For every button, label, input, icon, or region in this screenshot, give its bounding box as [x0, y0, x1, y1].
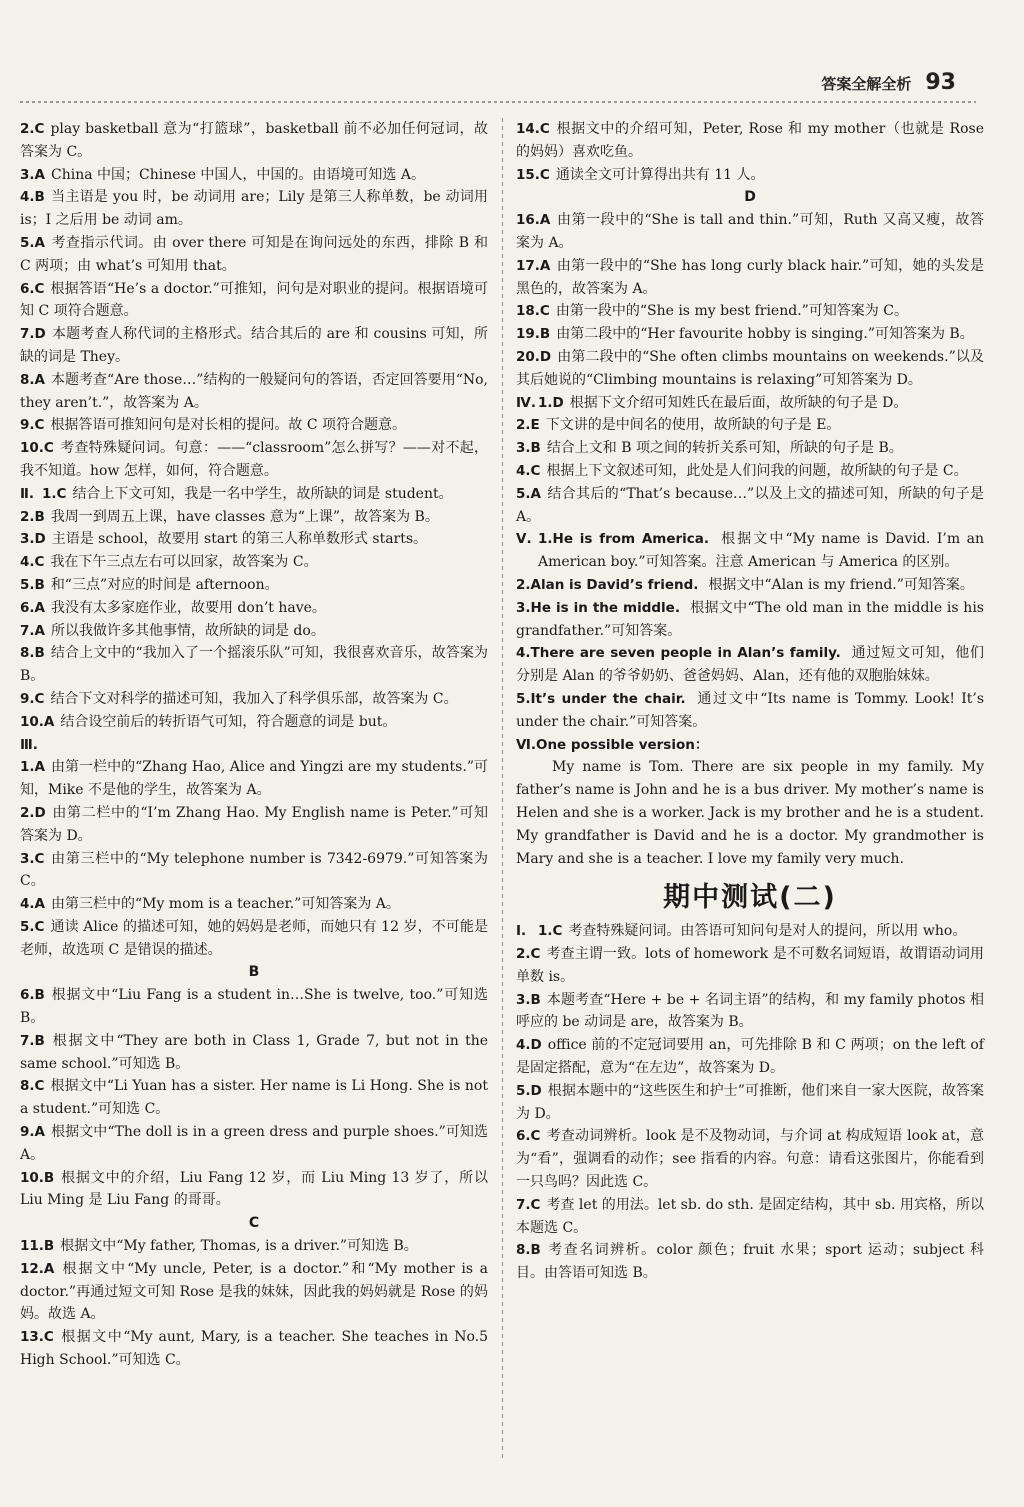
answer-explanation: 由第三栏中的“My mom is a teacher.”可知答案为 A。 — [50, 896, 400, 913]
answer-number: 8.C — [20, 1078, 45, 1095]
answer-number: 10.A — [20, 713, 55, 730]
answer-number: 8.B — [516, 1242, 541, 1259]
answer-item — [20, 232, 488, 278]
answer-item — [20, 414, 488, 437]
answer-item — [20, 323, 488, 369]
answer-item — [516, 597, 984, 643]
answer-number: 20.D — [516, 348, 552, 365]
answer-number: 2.C — [516, 946, 541, 963]
answer-number: 1.D — [538, 394, 564, 411]
answer-explanation: 考查特殊疑问词。句意：——“classroom”怎么拼写？——对不起，我不知道。how 怎样，如何，符合题意。 — [20, 440, 488, 479]
section-3-answers — [20, 756, 488, 961]
answer-item — [516, 943, 984, 989]
answer-item — [516, 255, 984, 301]
answer-sentence: It’s under the chair. — [530, 690, 686, 707]
answer-item — [516, 414, 984, 437]
answer-item — [20, 1030, 488, 1076]
answer-number: 19.B — [516, 326, 551, 343]
test-section-1-answers — [516, 920, 984, 1285]
answer-explanation: 由第二段中的“Her favourite hobby is singing.”可知答案为 B。 — [556, 326, 974, 343]
answer-number: 2.B — [20, 508, 45, 525]
answer-sentence: He is in the middle. — [530, 599, 680, 616]
answer-number: 8.B — [20, 645, 45, 662]
answer-number: 11.B — [20, 1238, 55, 1255]
answer-explanation: 根据文中“Liu Fang is a student in…She is twelve, too.”可知选 B。 — [20, 987, 488, 1027]
answer-item — [20, 437, 488, 483]
answer-number: 4.D — [516, 1037, 542, 1054]
answer-number: 12.A — [20, 1260, 55, 1277]
answer-item — [516, 323, 984, 346]
answer-number: 18.C — [516, 303, 550, 320]
left-column — [20, 118, 488, 1372]
answer-explanation: 根据文中“My aunt, Mary, is a teacher. She teaches in No.5 High School.”可知选 C。 — [20, 1329, 488, 1369]
answer-explanation: 考查特殊疑问词。由答语可知问句是对人的提问，所以用 who。 — [568, 923, 967, 940]
answer-explanation: 考查 let 的用法。let sb. do sth. 是固定结构，其中 sb. 用宾格，所以本题选 C。 — [516, 1196, 984, 1236]
answer-item — [516, 989, 984, 1035]
answer-explanation: play basketball 意为“打篮球”，basketball 前不必加任何冠词，故答案为 C。 — [20, 121, 488, 160]
answer-explanation: 由第三栏中的“My telephone number is 7342-6979.”可知答案为 C。 — [20, 850, 488, 890]
answer-explanation: 由第一段中的“She is my best friend.”可知答案为 C。 — [555, 303, 908, 320]
answer-item — [20, 1235, 488, 1258]
answer-explanation: 根据文中“My father, Thomas, is a driver.”可知选 B。 — [60, 1238, 418, 1255]
part-c-answers-continued — [516, 118, 984, 186]
answer-number: 2.C — [20, 121, 45, 137]
answer-item — [516, 1194, 984, 1240]
answer-item — [20, 186, 488, 232]
answer-explanation: 结合上文和 B 项之间的转折关系可知，所缺的句子是 B。 — [546, 440, 903, 457]
answer-explanation: 根据文中“Li Yuan has a sister. Her name is Li Hong. She is not a student.”可知选 C。 — [20, 1078, 488, 1118]
answer-explanation: 结合设空前后的转折语气可知，符合题意的词是 but。 — [60, 713, 397, 730]
answer-number: 9.C — [20, 417, 45, 434]
answer-item — [516, 483, 984, 529]
section-6-heading: Ⅵ.One possible version： — [516, 736, 709, 753]
answer-explanation: 通读 Alice 的描述可知，她的妈妈是老师，而她只有 12 岁，不可能是老师，故选项 C 是错误的描述。 — [20, 918, 488, 958]
section-2-heading: Ⅱ. — [20, 485, 35, 502]
answer-explanation: 通读全文可计算得出共有 11 人。 — [555, 166, 765, 183]
answer-explanation: 根据文中“My uncle, Peter, is a doctor.”和“My mother is a doctor.”再通过短文可知 Rose 是我的妹妹，因此我的妈妈就是 Rose 的妈妈。故选 A。 — [20, 1260, 488, 1323]
answer-item — [20, 756, 488, 802]
section-1-answers — [20, 118, 488, 483]
section-6-label: One possible version： — [535, 736, 709, 753]
answer-number: 2. — [516, 576, 531, 593]
answer-item — [20, 688, 488, 711]
answer-number: 5.C — [20, 918, 45, 935]
answer-item — [20, 916, 488, 962]
answer-number: 10.C — [20, 440, 54, 457]
answer-number: 7.C — [516, 1196, 541, 1213]
answer-number: 7.A — [20, 622, 45, 639]
answer-explanation: 我在下午三点左右可以回家，故答案为 C。 — [50, 554, 318, 571]
answer-explanation: 当主语是 you 时，be 动词用 are；Lily 是第三人称单数，be 动词用 is；I 之后用 be 动词 am。 — [20, 189, 488, 229]
answer-explanation: 根据下文介绍可知姓氏在最后面，故所缺的句子是 D。 — [569, 394, 908, 411]
answer-sentence: There are seven people in Alan’s family. — [530, 645, 841, 662]
section-5-heading: Ⅴ. — [516, 531, 532, 548]
answer-number: 4. — [516, 645, 531, 662]
column-divider — [502, 118, 503, 1462]
answer-number: 7.B — [20, 1032, 45, 1049]
right-column — [516, 118, 984, 1285]
test-title: 期中测试(二) — [663, 882, 837, 914]
answer-number: 3.A — [20, 166, 45, 183]
answer-item — [20, 893, 488, 916]
answer-explanation: 由第一栏中的“Zhang Hao, Alice and Yingzi are my students.”可知，Mike 不是他的学生，故答案为 A。 — [20, 759, 488, 799]
answer-explanation: 本题考查“Here + be + 名词主语”的结构，和 my family photos 相呼应的 be 动词是 are，故答案为 B。 — [516, 991, 984, 1031]
header-title: 答案全解全析 — [821, 75, 912, 93]
answer-number: 6.C — [20, 280, 45, 297]
answer-explanation: 根据文中“My name is David. I’m an American boy.”可知答案。注意 American 与 America 的区别。 — [538, 531, 984, 571]
answer-explanation: 根据答语可推知问句是对长相的提问。故 C 项符合题意。 — [50, 417, 407, 434]
answer-item — [20, 506, 488, 529]
section-4-answers — [516, 392, 984, 529]
answer-explanation: 由第二段中的“She often climbs mountains on weekends.”以及其后她说的“Climbing mountains is relaxing”可知答案为 D。 — [516, 348, 984, 388]
answer-number: 14.C — [516, 121, 550, 137]
part-b-answers — [20, 984, 488, 1212]
answer-item — [516, 1239, 984, 1285]
answer-explanation: 我周一到周五上课，have classes 意为“上课”，故答案为 B。 — [50, 508, 439, 525]
answer-item — [516, 528, 984, 574]
answer-number: 3.B — [516, 991, 541, 1008]
answer-item — [20, 369, 488, 415]
answer-explanation: 考查指示代词。由 over there 可知是在询问远处的东西，排除 B 和 C 两项；由 what’s 可知用 that。 — [20, 234, 488, 274]
answer-number: 1.C — [42, 485, 67, 502]
answer-item — [516, 392, 984, 415]
answer-number: 1.A — [20, 759, 45, 776]
answer-number: 5.A — [20, 234, 45, 251]
answer-item — [516, 688, 984, 734]
answer-item — [20, 597, 488, 620]
answer-number: 5. — [516, 690, 531, 707]
answer-number: 17.A — [516, 257, 551, 274]
answer-number: 6.A — [20, 599, 45, 616]
answer-item — [20, 1326, 488, 1372]
answer-item — [20, 642, 488, 688]
answer-explanation: 根据本题中的“这些医生和护士”可推断，他们来自一家大医院，故答案为 D。 — [516, 1082, 984, 1122]
answer-explanation: 通过文中“Its name is Tommy. Look! It’s under the chair.”可知答案。 — [516, 690, 984, 730]
answer-item — [516, 920, 984, 943]
answer-sentence: He is from America. — [552, 531, 710, 548]
test-section-1-heading: Ⅰ. — [516, 923, 527, 940]
answer-explanation: 结合其后的“That’s because…”以及上文的描述可知，所缺的句子是 A。 — [516, 485, 984, 525]
answer-number: 3.C — [20, 850, 45, 867]
answer-item — [516, 118, 984, 164]
answer-item — [20, 848, 488, 894]
answer-item — [20, 1121, 488, 1167]
answer-item — [516, 300, 984, 323]
answer-item — [20, 551, 488, 574]
answer-explanation: China 中国；Chinese 中国人，中国的。由语境可知选 A。 — [50, 166, 425, 183]
answer-explanation: 结合上下文可知，我是一名中学生，故所缺的词是 student。 — [72, 485, 453, 502]
answer-number: 4.C — [20, 554, 45, 571]
answer-item — [516, 346, 984, 392]
answer-explanation: 由第一段中的“She is tall and thin.”可知，Ruth 又高又瘦，故答案为 A。 — [516, 212, 984, 251]
answer-number: 9.A — [20, 1124, 45, 1141]
answer-explanation: 由第二栏中的“I’m Zhang Hao. My English name is Peter.”可知答案为 D。 — [20, 804, 488, 844]
answer-number: 2.E — [516, 417, 540, 434]
answer-explanation: 根据文中“Alan is my friend.”可知答案。 — [708, 576, 974, 593]
answer-item — [20, 1258, 488, 1326]
answer-item — [516, 209, 984, 255]
answer-item — [20, 574, 488, 597]
answer-number: 9.C — [20, 690, 45, 707]
answer-number: 6.B — [20, 987, 45, 1004]
answer-number: 16.A — [516, 212, 551, 229]
section-4-heading: Ⅳ. — [516, 394, 536, 411]
answer-item — [516, 1125, 984, 1193]
answer-explanation: office 前的不定冠词要用 an，可先排除 B 和 C 两项；on the left of 是固定搭配，意为“在左边”，故答案为 D。 — [516, 1037, 984, 1077]
answer-explanation: 根据文中“The old man in the middle is his grandfather.”可知答案。 — [516, 599, 984, 639]
answer-number: 4.A — [20, 896, 45, 913]
answer-number: 3.B — [516, 440, 541, 457]
answer-item — [20, 528, 488, 551]
part-c-heading: C — [248, 1215, 260, 1232]
answer-explanation: 主语是 school，故要用 start 的第三人称单数形式 starts。 — [51, 531, 428, 548]
answer-explanation: 考查动词辨析。look 是不及物动词，与介词 at 构成短语 look at，意为“看”，强调看的动作；see 指看的内容。句意：请看这张图片，你能看到一只鸟吗？因此选 C。 — [516, 1128, 984, 1191]
part-d-heading: D — [744, 189, 756, 206]
answer-explanation: 本题考查人称代词的主格形式。结合其后的 are 和 cousins 可知，所缺的词是 They。 — [20, 326, 488, 365]
answer-number: 13.C — [20, 1329, 54, 1346]
answer-item — [20, 1075, 488, 1121]
sample-essay: My name is Tom. There are six people in my family. My father’s name is John and he is a bus driver. My mother’s name is Helen and she is a worker. Jack is my brother and he is a student. My grandfather is David and he is a doctor. My grandmother is Mary and she is a teacher. I love my family very much. — [516, 759, 984, 867]
answer-item — [20, 1167, 488, 1213]
answer-number: 3.D — [20, 531, 46, 548]
page-number: 93 — [925, 70, 956, 95]
answer-explanation: 结合上文中的“我加入了一个摇滚乐队”可知，我很喜欢音乐，故答案为 B。 — [20, 645, 488, 685]
answer-number: 4.C — [516, 462, 541, 479]
answer-number: 2.D — [20, 804, 46, 821]
part-c-answers — [20, 1235, 488, 1372]
answer-item — [20, 802, 488, 848]
answer-item — [516, 642, 984, 688]
answer-explanation: 根据文中“They are both in Class 1, Grade 7, but not in the same school.”可知选 B。 — [20, 1032, 488, 1072]
answer-explanation: 根据文中的介绍可知，Peter, Rose 和 my mother（也就是 Rose 的妈妈）喜欢吃鱼。 — [516, 121, 984, 160]
answer-item — [20, 483, 488, 506]
answer-item — [516, 1034, 984, 1080]
answer-number: 6.C — [516, 1128, 541, 1145]
answer-explanation: 和“三点”对应的时间是 afternoon。 — [50, 576, 279, 593]
answer-number: 1.C — [538, 923, 563, 940]
answer-number: 5.B — [20, 576, 45, 593]
answer-explanation: 根据答语“He’s a doctor.”可推知，问句是对职业的提问。根据语境可知 C 项符合题意。 — [20, 280, 488, 320]
answer-item — [20, 278, 488, 324]
answer-number: 4.B — [20, 189, 45, 206]
answer-explanation: 根据文中的介绍，Liu Fang 12 岁，而 Liu Ming 13 岁了，所以 Liu Ming 是 Liu Fang 的哥哥。 — [20, 1169, 488, 1209]
answer-number: 5.D — [516, 1082, 542, 1099]
page-header — [821, 70, 956, 95]
answer-number: 8.A — [20, 371, 45, 388]
answer-item — [20, 118, 488, 164]
answer-explanation: 根据文中“The doll is in a green dress and purple shoes.”可知选 A。 — [20, 1124, 488, 1163]
section-5-answers — [516, 528, 984, 733]
answer-explanation: 由第一段中的“She has long curly black hair.”可知，她的头发是黑色的，故答案为 A。 — [516, 257, 984, 297]
section-2-answers — [20, 483, 488, 734]
section-3-heading: Ⅲ. — [20, 736, 38, 753]
answer-item — [20, 164, 488, 187]
answer-number: 1. — [538, 531, 553, 548]
answer-item — [20, 711, 488, 734]
answer-explanation: 通过短文可知，他们分别是 Alan 的爷爷奶奶、爸爸妈妈、Alan，还有他的双胞胎妹妹。 — [516, 645, 985, 685]
answer-explanation: 考查名词辨析。color 颜色；fruit 水果；sport 运动；subject 科目。由答语可知选 B。 — [516, 1242, 984, 1282]
answer-explanation: 下文讲的是中间名的使用，故所缺的句子是 E。 — [545, 417, 841, 434]
answer-item — [516, 437, 984, 460]
answer-sentence: Alan is David’s friend. — [530, 576, 699, 593]
answer-number: 3. — [516, 599, 531, 616]
answer-explanation: 本题考查“Are those…”结构的一般疑问句的答语，否定回答要用“No, they aren’t.”，故答案为 A。 — [20, 371, 488, 411]
header-rule — [20, 101, 976, 103]
answer-explanation: 所以我做许多其他事情，故所缺的词是 do。 — [50, 622, 325, 639]
answer-number: 5.A — [516, 485, 541, 502]
answer-number: 10.B — [20, 1169, 55, 1186]
answer-item — [20, 620, 488, 643]
answer-explanation: 根据上下文叙述可知，此处是人们问我的问题，故所缺的句子是 C。 — [546, 462, 968, 479]
answer-number: 15.C — [516, 166, 550, 183]
answer-explanation: 结合下文对科学的描述可知，我加入了科学俱乐部，故答案为 C。 — [50, 690, 458, 707]
answer-item — [516, 164, 984, 187]
part-b-heading: B — [248, 964, 260, 981]
answer-item — [516, 460, 984, 483]
part-d-answers — [516, 209, 984, 391]
answer-explanation: 我没有太多家庭作业，故要用 don’t have。 — [50, 599, 326, 616]
answer-number: 7.D — [20, 326, 46, 343]
answer-item — [20, 984, 488, 1030]
answer-item — [516, 1080, 984, 1126]
answer-item — [516, 574, 984, 597]
answer-explanation: 考查主谓一致。lots of homework 是不可数名词短语，故谓语动词用单数 is。 — [516, 946, 984, 985]
